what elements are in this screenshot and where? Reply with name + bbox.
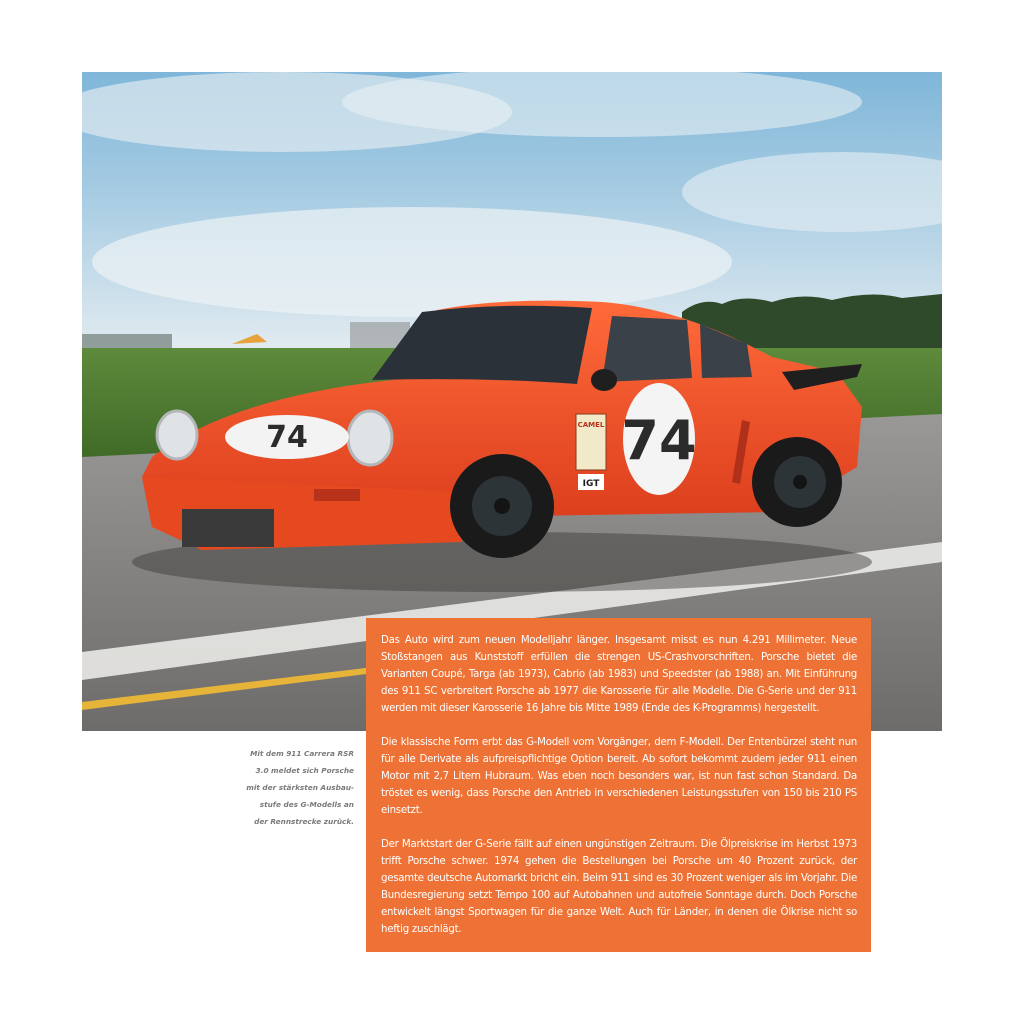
hood-number: 74 (266, 420, 308, 455)
photo-caption (242, 745, 354, 830)
door-number: 74 (621, 409, 697, 472)
article-text-box (366, 618, 871, 952)
caption-line: der Rennstrecke zurück. (254, 817, 354, 826)
igt-sticker: IGT (582, 479, 600, 489)
caption-line: Mit dem 911 Carrera RSR (250, 749, 354, 758)
paragraph: Der Marktstart der G-Serie fällt auf einen ungünstigen Zeitraum. Die Ölpreiskrise im Herbst 1973 trifft Porsche schwer. 1974 gehen die Bestellungen bei Porsche um 40 Prozent zurück, der gesamte deutsche Automarkt bricht ein. Beim 911 sind es 30 Prozent weniger als im Vorjahr. Die Bundesregierung setzt Tempo 100 auf Autobahnen und autofreie Sonntage durch. Doch Porsche entwickelt längst Sportwagen für die ganze Welt. Auch für Länder, in denen die Ölkrise nicht so heftig zuschlägt. (381, 839, 857, 935)
paragraph: Die klassische Form erbt das G-Modell vom Vorgänger, dem F-Modell. Der Entenbürzel steht nun für alle Derivate als aufpreispflichtige Option bereit. Ab sofort bekommt zudem jeder 911 einen Motor mit 2,7 Litern Hubraum. Was eben noch besonders war, ist nun fast schon Standard. Da tröstet es wenig, dass Porsche den Antrieb in verschiedenen Leistungsstufen von 150 bis 210 PS einsetzt. (381, 737, 857, 816)
camel-sticker: CAMEL (577, 421, 605, 429)
caption-line: mit der stärksten Ausbau- (246, 783, 354, 792)
caption-line: stufe des G-Modells an (259, 800, 354, 809)
caption-line: 3.0 meldet sich Porsche (255, 766, 354, 775)
paragraph: Das Auto wird zum neuen Modelljahr länger. Insgesamt misst es nun 4.291 Millimeter. Neue Stoßstangen aus Kunststoff erfüllen die strengen US-Crashvorschriften. Porsche bietet die Varianten Coupé, Targa (ab 1973), Cabrio (ab 1983) und Speedster (ab 1988) an. Mit Einführung des 911 SC verbreitert Porsche ab 1977 die Karosserie für alle Modelle. Die G-Serie und der 911 werden mit dieser Karosserie 16 Jahre bis Mitte 1989 (Ende des K-Programms) hergestellt. (381, 635, 857, 714)
